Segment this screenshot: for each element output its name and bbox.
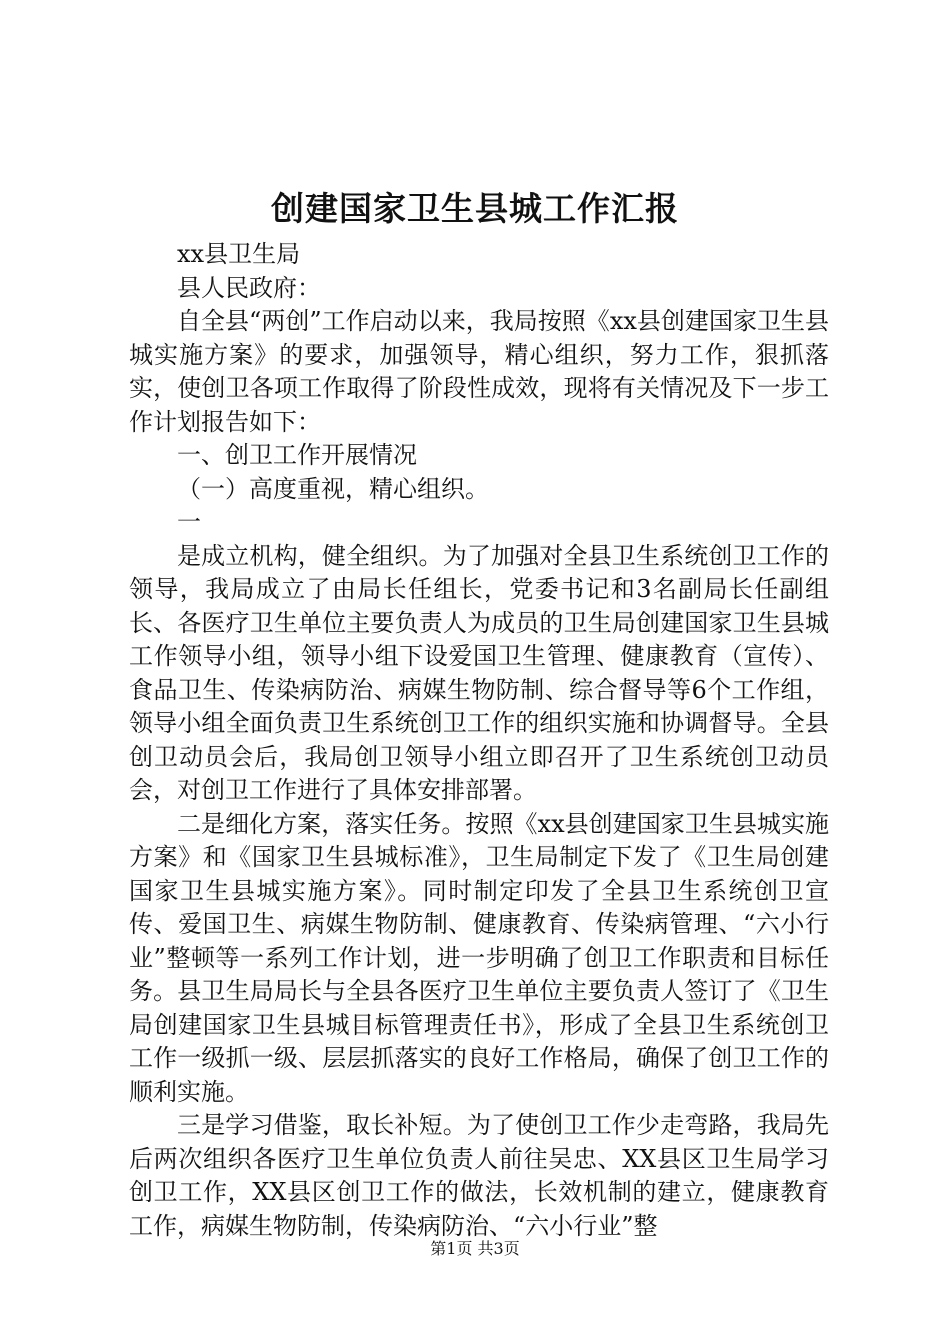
paragraph-point-3: 三是学习借鉴，取长补短。为了使创卫工作少走弯路，我局先后两次组织各医疗卫生单位负责人前往吴忠、XX县区卫生局学习创卫工作，XX县区创卫工作的做法，长效机制的建立，健康教育工作，病媒生物防制，传染病防治、“六小行业”整	[129, 1111, 829, 1240]
subsection-heading: （一）高度重视，精心组织。	[177, 474, 489, 503]
paragraph-point-2: 二是细化方案，落实任务。按照《xx县创建国家卫生县城实施方案》和《国家卫生县城标准》，卫生局制定下发了《卫生局创建国家卫生县城实施方案》。同时制定印发了全县卫生系统创卫宣传、爱国卫生、病媒生物防制、健康教育、传染病管理、“六小行业”整顿等一系列工作计划，进一步明确了创卫工作职责和目标任务。县卫生局局长与全县各医疗卫生单位主要负责人签订了《卫生局创建国家卫生县城目标管理责任书》，形成了全县卫生系统创卫工作一级抓一级、层层抓落实的良好工作格局，确保了创卫工作的顺利实施。	[129, 809, 829, 1106]
paragraph-fragment: 一	[177, 508, 201, 536]
paragraph-intro: 自全县“两创”工作启动以来，我局按照《xx县创建国家卫生县城实施方案》的要求，加强领导，精心组织，努力工作，狠抓落实，使创卫各项工作取得了阶段性成效，现将有关情况及下一步工作计划报告如下：	[129, 307, 829, 436]
section-heading: 一、创卫工作开展情况	[177, 441, 417, 469]
page-number-footer: 第1页 共3页	[430, 1239, 520, 1258]
paragraph-recipient: 县人民政府：	[177, 273, 321, 302]
document-body	[129, 238, 829, 1243]
paragraph-sender: xx县卫生局	[177, 240, 301, 268]
document-title: 创建国家卫生县城工作汇报	[271, 189, 679, 228]
paragraph-point-1: 是成立机构，健全组织。为了加强对全县卫生系统创卫工作的领导，我局成立了由局长任组长，党委书记和3名副局长任副组长、各医疗卫生单位主要负责人为成员的卫生局创建国家卫生县城工作领导小组，领导小组下设爱国卫生管理、健康教育（宣传）、食品卫生、传染病防治、病媒生物防制、综合督导等6个工作组，领导小组全面负责卫生系统创卫工作的组织实施和协调督导。全县创卫动员会后，我局创卫领导小组立即召开了卫生系统创卫动员会，对创卫工作进行了具体安排部署。	[129, 541, 829, 804]
